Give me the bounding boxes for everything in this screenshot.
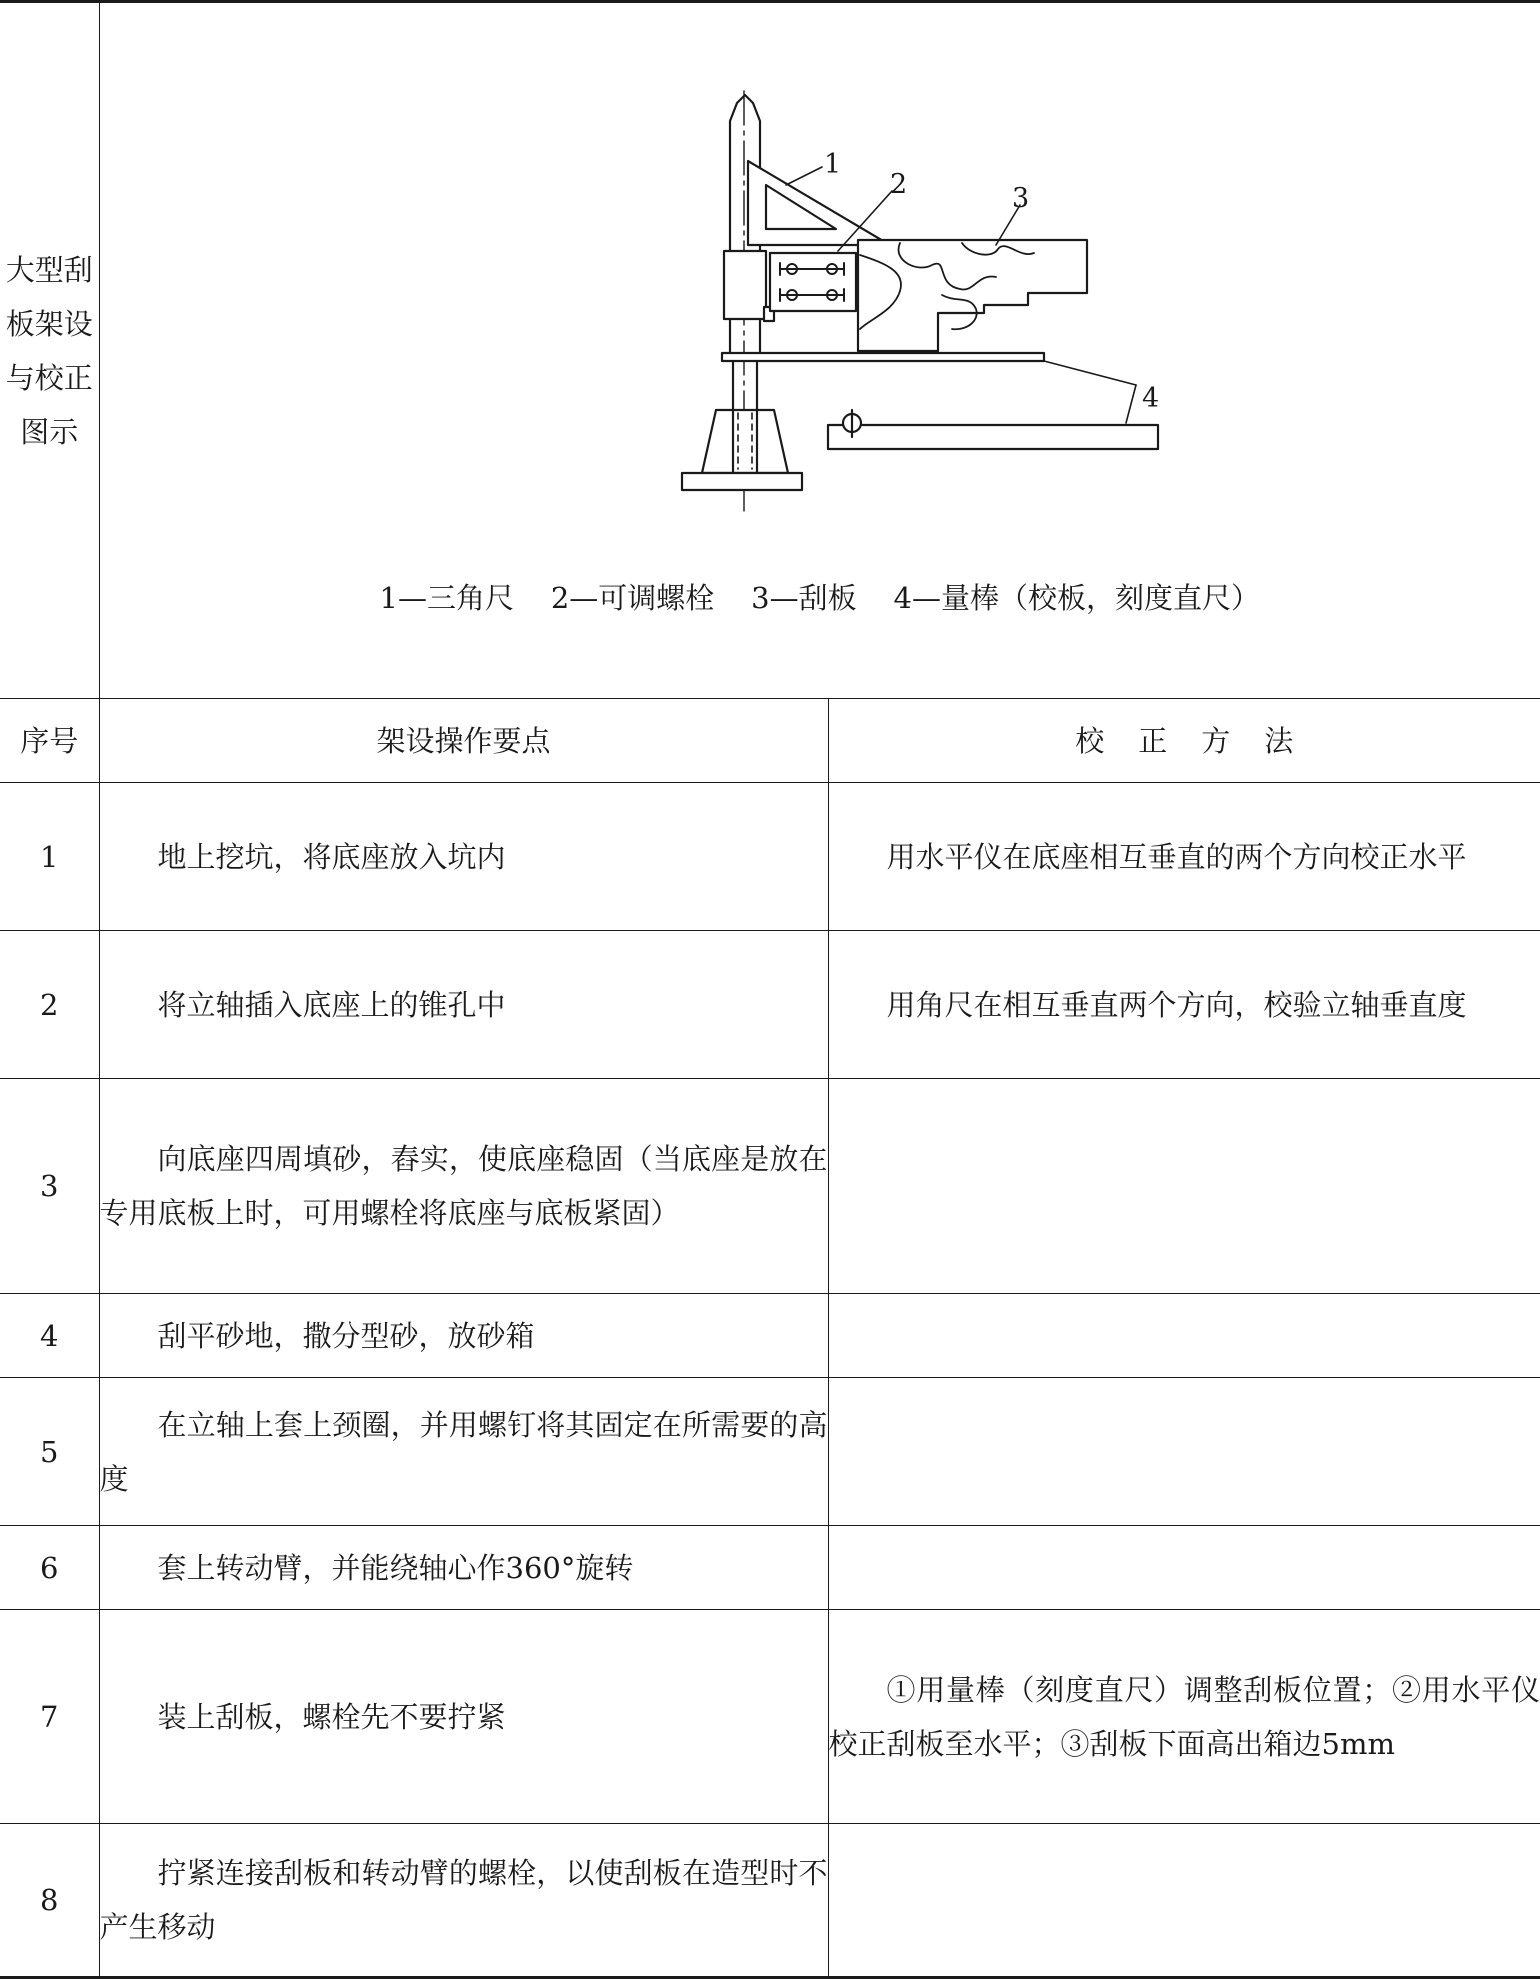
header-num: 序号 [0, 699, 99, 783]
row-number: 3 [0, 1079, 99, 1294]
side-title-cell [0, 2, 99, 699]
method-text: 用水平仪在底座相互垂直的两个方向校正水平 [829, 830, 1540, 884]
step-cell [99, 1824, 828, 1978]
part-label-2: 2 [890, 169, 907, 200]
base-plate [682, 473, 802, 490]
step-cell [99, 1079, 828, 1294]
row-number: 7 [0, 1610, 99, 1824]
step-cell [99, 1294, 828, 1378]
method-cell [828, 1079, 1540, 1294]
step-cell [99, 1610, 828, 1824]
figure-cell [99, 2, 1540, 699]
method-cell [828, 1610, 1540, 1824]
side-title-line: 图示 [0, 405, 99, 459]
step-text: 装上刮板，螺栓先不要拧紧 [100, 1690, 828, 1744]
row-number: 6 [0, 1526, 99, 1610]
method-cell [828, 1526, 1540, 1610]
table-row [0, 1526, 1540, 1610]
part-label-4: 4 [1142, 383, 1159, 414]
clamp-plate [770, 253, 856, 311]
base-cone [702, 410, 788, 473]
header-row [0, 699, 1540, 783]
method-cell [828, 1378, 1540, 1526]
triangle-square [748, 161, 890, 245]
step-text: 向底座四周填砂，舂实，使底座稳固（当底座是放在专用底板上时，可用螺栓将底座与底板紧固） [100, 1132, 828, 1240]
row-number: 4 [0, 1294, 99, 1378]
step-text: 刮平砂地，撒分型砂，放砂箱 [100, 1309, 828, 1363]
step-text: 将立轴插入底座上的锥孔中 [100, 978, 828, 1032]
method-cell [828, 931, 1540, 1079]
side-title-line: 板架设 [0, 297, 99, 351]
step-text: 套上转动臂，并能绕轴心作360°旋转 [100, 1541, 828, 1595]
row-number: 8 [0, 1824, 99, 1978]
figure-caption: 1—三角尺 2—可调螺栓 3—刮板 4—量棒（校板，刻度直尺） [100, 573, 1540, 623]
step-cell [99, 1378, 828, 1526]
header-method-text: 校正方法 [1041, 724, 1327, 758]
step-text: 在立轴上套上颈圈，并用螺钉将其固定在所需要的高度 [100, 1398, 828, 1506]
leader-line [786, 167, 822, 185]
part-label-1: 1 [824, 149, 841, 180]
side-title-line: 大型刮 [0, 243, 99, 297]
row-number: 1 [0, 783, 99, 931]
table-row [0, 1824, 1540, 1978]
table-row [0, 1079, 1540, 1294]
method-cell [828, 1294, 1540, 1378]
method-text: ①用量棒（刻度直尺）调整刮板位置；②用水平仪校正刮板至水平；③刮板下面高出箱边5mm [829, 1663, 1540, 1771]
table-row [0, 1294, 1540, 1378]
rotating-arm [722, 353, 1044, 361]
side-title-line: 与校正 [0, 351, 99, 405]
step-cell [99, 783, 828, 931]
step-cell [99, 1526, 828, 1610]
clamp-block [724, 251, 766, 319]
method-cell [828, 783, 1540, 931]
row-number: 2 [0, 931, 99, 1079]
scraper-board [858, 240, 1087, 351]
scraper-frame-diagram [574, 73, 1194, 533]
leader-line [1044, 361, 1136, 385]
table-row [0, 783, 1540, 931]
step-text: 地上挖坑，将底座放入坑内 [100, 830, 828, 884]
table-row [0, 1610, 1540, 1824]
table-row [0, 1378, 1540, 1526]
figure-row [0, 2, 1540, 699]
table-row [0, 931, 1540, 1079]
step-text: 拧紧连接刮板和转动臂的螺栓，以使刮板在造型时不产生移动 [100, 1846, 828, 1954]
method-text: 用角尺在相互垂直两个方向，校验立轴垂直度 [829, 978, 1540, 1032]
part-label-3: 3 [1012, 183, 1029, 214]
step-cell [99, 931, 828, 1079]
header-steps: 架设操作要点 [99, 699, 828, 783]
gauge-rod [828, 425, 1158, 449]
leader-line [1126, 385, 1136, 423]
row-number: 5 [0, 1378, 99, 1526]
method-cell [828, 1824, 1540, 1978]
header-method [828, 699, 1540, 783]
